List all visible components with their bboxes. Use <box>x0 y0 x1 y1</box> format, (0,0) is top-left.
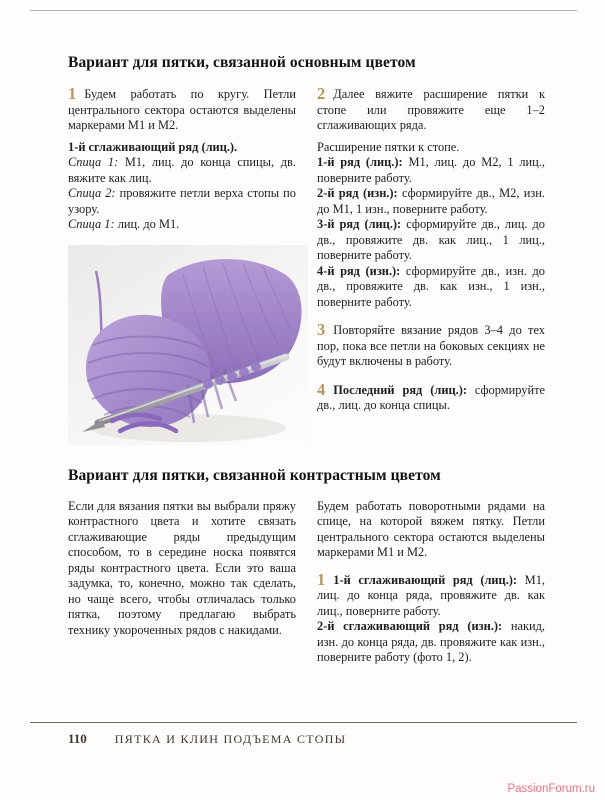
step-text: Будем работать по кругу. Петли центрального сектора остаются выделены маркерами М1 и М2. <box>68 87 296 132</box>
step-paragraph: 3-й ряд (лиц.): сформируйте дв., лиц. до дв., провяжите дв. как лиц., 1 лиц., поверните работу. <box>317 217 545 262</box>
contrast-step-1 <box>317 569 545 666</box>
step-text: Далее вяжите расширение пятки к стопе или провяжите еще 1–2 сглаживающих ряда. <box>317 87 545 132</box>
section-title-main: Вариант для пятки, связанной основным цветом <box>68 54 416 71</box>
step-paragraph: Спица 1: лиц. до М1. <box>68 217 180 231</box>
step-number: 1 <box>68 84 77 103</box>
body-paragraph: Будем работать поворотными рядами на спице, на которой вяжем пятку. Петли центрального сектора остаются выделены маркерами М1 и М2. <box>317 498 545 559</box>
step-text: 1-й сглаживающий ряд (лиц.): М1, лиц. до конца ряда, провяжите дв. как лиц., поверните работу. <box>317 572 545 618</box>
step-text: Последний ряд (лиц.): сформируйте дв., лиц. до конца спицы. <box>317 382 545 412</box>
section-title-contrast: Вариант для пятки, связанной контрастным цветом <box>68 466 441 484</box>
step-paragraph: 2-й сглаживающий ряд (изн.): накид, изн. до конца ряда, дв. провяжите как изн., поверните работу (фото 1, 2). <box>317 619 545 664</box>
step-paragraph: 4-й ряд (изн.): сформируйте дв., изн. до дв., провяжите дв. как изн., 1 изн., поверните работу. <box>317 263 545 309</box>
step-paragraph <box>317 569 545 620</box>
step-3 <box>317 322 545 370</box>
step-number: 1 <box>317 569 326 589</box>
step-paragraph: Спица 2: провяжите петли верха стопы по узору. <box>68 186 296 216</box>
step-paragraph <box>68 86 296 134</box>
step-number: 4 <box>317 379 326 399</box>
section-main-columns <box>68 86 546 445</box>
step-4 <box>317 379 545 414</box>
chapter-title: ПЯТКА И КЛИН ПОДЪЕМА СТОПЫ <box>114 732 347 746</box>
step-paragraph: Спица 1: М1, лиц. до конца спицы, дв. вяжите как лиц. <box>68 155 296 185</box>
page-footer <box>30 722 577 748</box>
knitted-heel-photo <box>68 245 308 445</box>
step-paragraph: 2-й ряд (изн.): сформируйте дв., М2, изн. до М1, 1 изн., поверните работу. <box>317 186 545 216</box>
step-text: Повторяйте вязание рядов 3–4 до тех пор, пока все петли на боковых секциях не будут включены в работу. <box>317 323 545 368</box>
knitting-photo-illustration <box>68 245 308 445</box>
step-2 <box>317 86 545 310</box>
step-1 <box>68 86 296 233</box>
watermark-text: PassionForum.ru <box>507 783 595 795</box>
step-paragraph <box>317 322 545 370</box>
body-paragraph: Если для вязания пятки вы выбрали пряжу контрастного цвета и хотите связать сглаживающие ряды предыдущим способом, то в середине носка появятся ряды контрастного цвета. Если это ваша задумка, то, конечно, можно так сделать, но чаще всего, чтобы отличалась только пятка, поэтому предлагаю выбрать технику укороченных рядов с накидами. <box>68 498 296 637</box>
top-rule <box>30 10 577 11</box>
section-contrast-columns <box>68 499 546 678</box>
column-left <box>68 86 296 445</box>
column-left <box>68 499 296 639</box>
step-paragraph: 1-й ряд (лиц.): М1, лиц. до М2, 1 лиц., поверните работу. <box>317 155 545 185</box>
step-paragraph: 1-й сглаживающий ряд (лиц.). <box>68 139 238 154</box>
page-content <box>68 54 546 678</box>
step-paragraph <box>317 86 545 134</box>
column-right <box>317 86 545 426</box>
step-number: 3 <box>317 320 326 339</box>
step-paragraph: Расширение пятки к стопе. <box>317 139 460 154</box>
step-paragraph <box>317 379 545 414</box>
page-number: 110 <box>68 731 87 746</box>
step-number: 2 <box>317 84 326 103</box>
column-right <box>317 499 545 678</box>
